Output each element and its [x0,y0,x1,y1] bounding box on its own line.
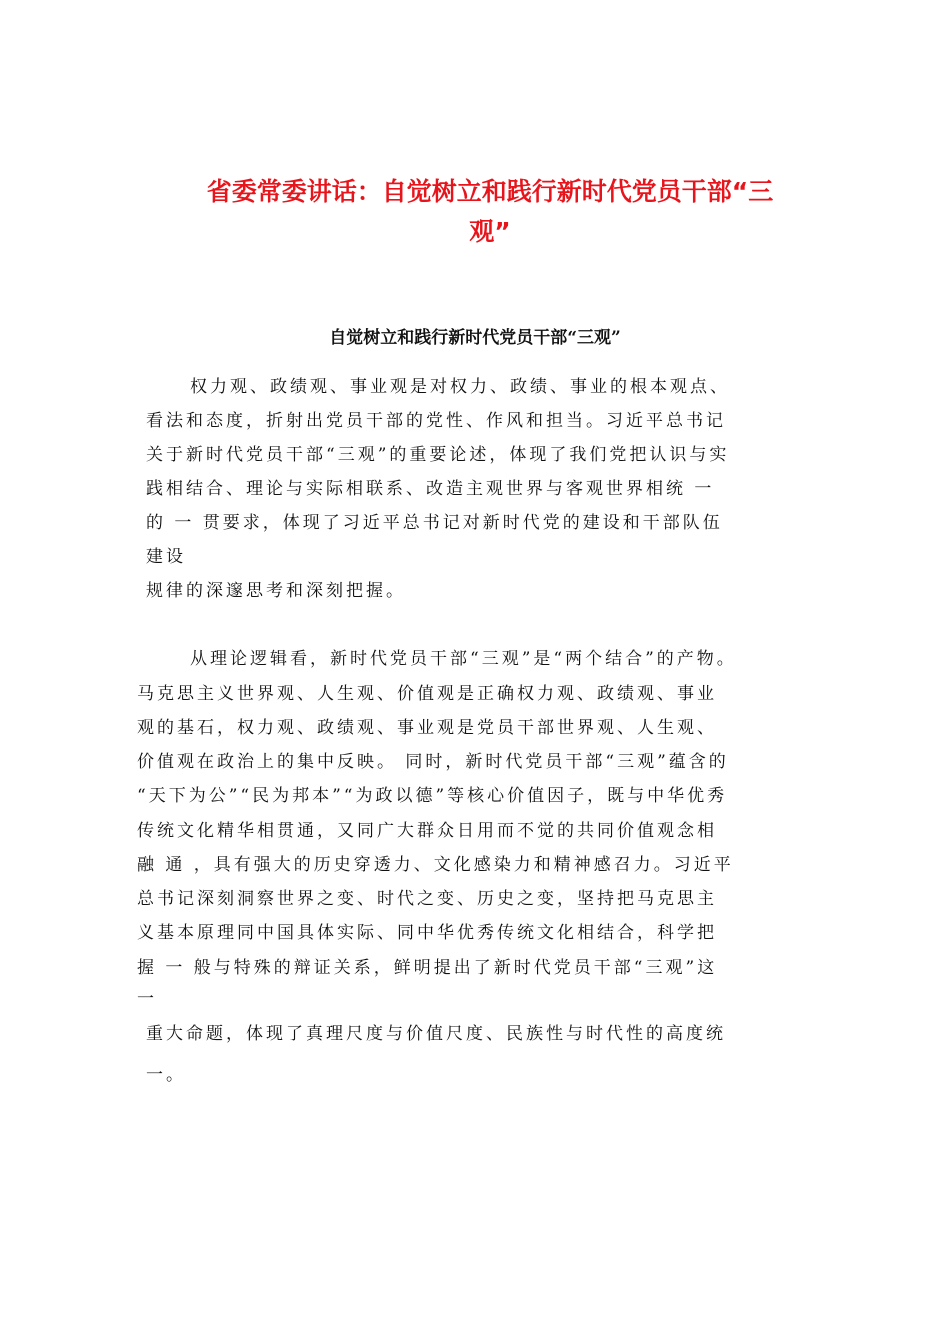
document-title-line-1: 省委常委讲话：自觉树立和践行新时代党员干部“三 [206,177,774,206]
paragraph-2-line-8: 总书记深刻洞察世界之变、时代之变、历史之变，坚持把马克思主 [137,889,717,909]
document-title [170,172,810,252]
paragraph-2-line-9: 义基本原理同中国具体实际、同中华优秀传统文化相结合，科学把 [137,923,717,943]
paragraph-1-line-7: 规律的深邃思考和深刻把握。 [146,581,406,601]
paragraph-2-line-4: 价值观在政治上的集中反映。 同时，新时代党员干部“三观”蕴含的 [137,752,729,772]
paragraph-2-line-5: “天下为公”“民为邦本”“为政以德”等核心价值因子，既与中华优秀 [137,786,728,806]
paragraph-2-line-7: 融 通 ，具有强大的历史穿透力、文化感染力和精神感召力。习近平 [137,855,734,875]
paragraph-1-line-4: 践相结合、理论与实际相联系、改造主观世界与客观世界相统 一 [146,479,715,499]
paragraph-2-line-11: 一 [137,989,157,1009]
paragraph-1-line-1: 权力观、政绩观、事业观是对权力、政绩、事业的根本观点、 [190,377,730,397]
paragraph-2-line-13: 一。 [146,1065,186,1085]
paragraph-1-line-3: 关于新时代党员干部“三观”的重要论述，体现了我们党把认识与实 [146,445,730,465]
document-subtitle: 自觉树立和践行新时代党员干部“三观” [329,328,621,348]
paragraph-2-line-10: 握 一 般与特殊的辩证关系，鲜明提出了新时代党员干部“三观”这 [137,958,718,978]
paragraph-2-line-12: 重大命题，体现了真理尺度与价值尺度、民族性与时代性的高度统 [146,1024,726,1044]
document-title-line-2: 观” [469,217,511,246]
paragraph-1-line-5: 的 一 贯要求，体现了习近平总书记对新时代党的建设和干部队伍 [146,513,723,533]
paragraph-1-line-2: 看法和态度，折射出党员干部的党性、作风和担当。习近平总书记 [146,411,726,431]
paragraph-1-line-6: 建设 [146,547,186,567]
paragraph-2-line-6: 传统文化精华相贯通，又同广大群众日用而不觉的共同价值观念相 [137,821,717,841]
paragraph-2-line-2: 马克思主义世界观、人生观、价值观是正确权力观、政绩观、事业 [137,684,717,704]
paragraph-2-line-3: 观的基石，权力观、政绩观、事业观是党员干部世界观、人生观、 [137,718,717,738]
paragraph-2-line-1: 从理论逻辑看，新时代党员干部“三观”是“两个结合”的产物。 [190,649,737,669]
